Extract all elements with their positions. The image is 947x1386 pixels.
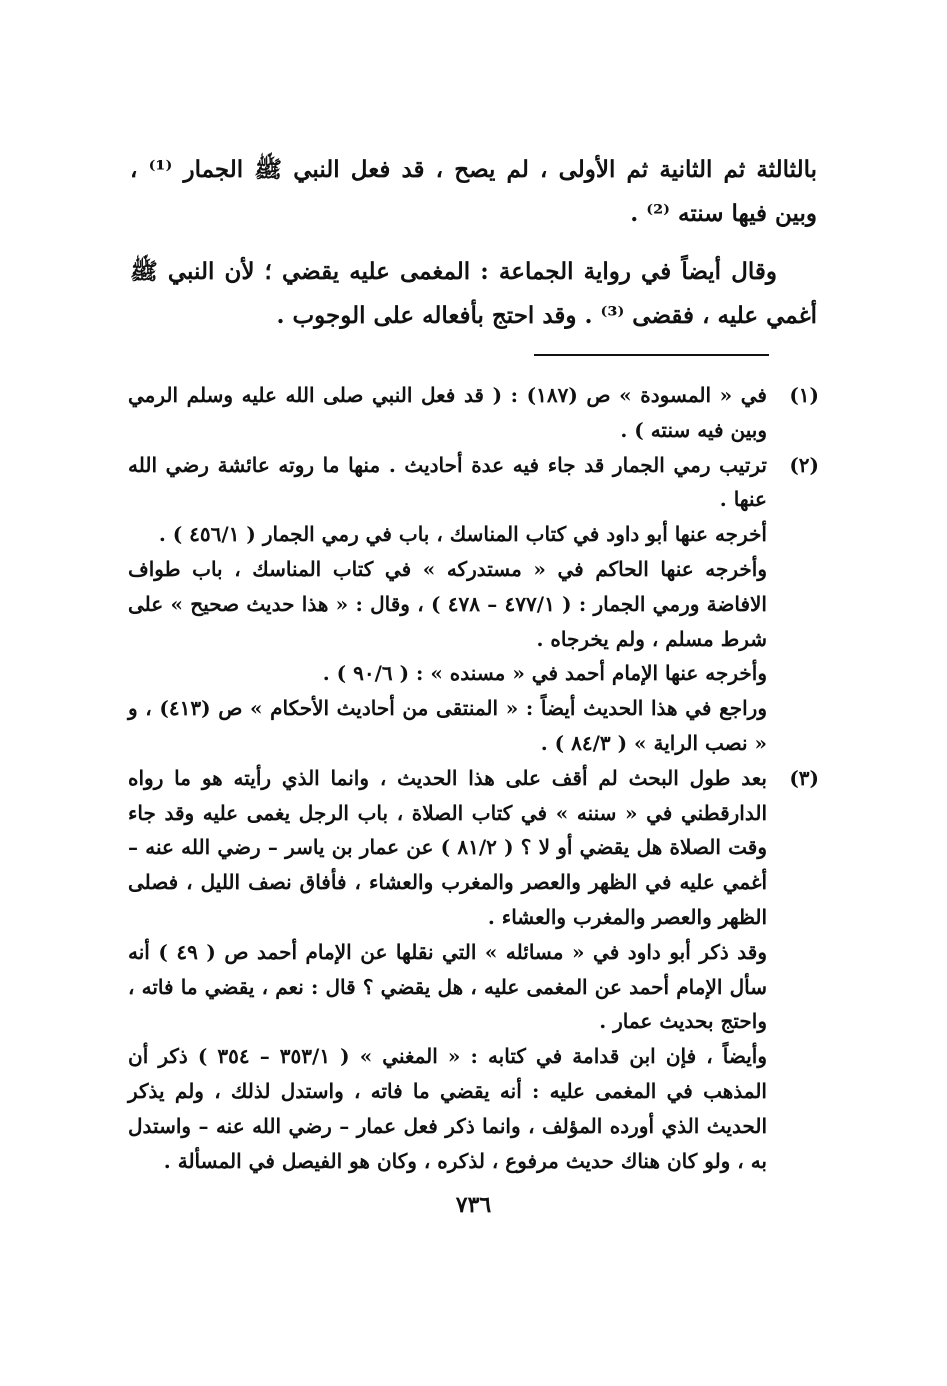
page-number: ٧٣٦ xyxy=(455,1192,492,1218)
footnote-line: وأخرجه عنها الإمام أحمد في « مسنده » : ( ٩٠/٦ ) . xyxy=(322,661,767,686)
footnote-3 xyxy=(128,761,819,1179)
main-text xyxy=(130,148,817,352)
footnote-line: بعد طول البحث لم أقف على هذا الحديث ، وانما الذي رأيته هو ما رواه الدارقطني في « سننه » في كتاب الصلاة ، باب الرجل يغمى عليه وقد جاء وقت الصلاة هل يقضي أو لا ؟ ( ٨١/٢ ) عن عمار بن ياسر – رضي الله عنه – أغمي عليه في الظهر والعصر والمغرب والعشاء ، فأفاق نصف الليل ، فصلى الظهر والعصر والمغرب والعشاء . xyxy=(128,765,767,929)
paragraph-1: بالثالثة ثم الثانية ثم الأولى ، لم يصح ، قد فعل النبي ﷺ الجمار ⁽¹⁾ ، وبين فيها سنته ⁽²⁾ . xyxy=(130,156,817,227)
footnote-line: أخرجه عنها أبو داود في كتاب المناسك ، باب في رمي الجمار ( ٤٥٦/١ ) . xyxy=(158,522,767,547)
footnote-line: في « المسودة » ص (١٨٧) : ( قد فعل النبي صلى الله عليه وسلم الرمي وبين فيه سنته ) . xyxy=(128,383,767,442)
footnote-2 xyxy=(128,448,819,761)
footnote-number: (١) xyxy=(789,383,819,407)
footnote-number: (٣) xyxy=(789,765,819,790)
footnote-line: ترتيب رمي الجمار قد جاء فيه عدة أحاديث . منها ما روته عائشة رضي الله عنها . xyxy=(128,452,767,512)
footnote-separator xyxy=(534,354,769,356)
footnote-line: وأخرجه عنها الحاكم في « مستدركه » في كتاب المناسك ، باب طواف الافاضة ورمي الجمار : ( ٤٧٧/١ – ٤٧٨ ) ، وقال : « هذا حديث صحيح » على شرط مسلم ، ولم يخرجاه . xyxy=(128,556,767,651)
footnote-number: (٢) xyxy=(789,452,819,477)
paragraph-2: وقال أيضاً في رواية الجماعة : المغمى عليه يقضي ؛ لأن النبي ﷺ أغمي عليه ، فقضى ⁽³⁾ . وقد احتج بأفعاله على الوجوب . xyxy=(130,258,817,329)
footnote-line: وأيضاً ، فإن ابن قدامة في كتابه : « المغني » ( ٣٥٣/١ – ٣٥٤ ) ذكر أن المذهب في المغمى عليه : أنه يقضي ما فاته ، واستدل لذلك ، ولم يذكر الحديث الذي أورده المؤلف ، وانما ذكر فعل عمار – رضي الله عنه – واستدل به ، ولو كان هناك حديث مرفوع ، لذكره ، وكان هو الفيصل في المسألة . xyxy=(128,1044,767,1173)
footnote-line: وقد ذكر أبو داود في « مسائله » التي نقلها عن الإمام أحمد ص ( ٤٩ ) أنه سأل الإمام أحمد عن المغمى عليه ، هل يقضي ؟ قال : نعم ، يقضي ما فاته ، واحتج بحديث عمار . xyxy=(128,939,767,1034)
footnote-line: وراجع في هذا الحديث أيضاً : « المنتقى من أحاديث الأحكام » ص (٤١٣) ، و « نصب الراية » ( ٨٤/٣ ) . xyxy=(128,696,767,755)
footnotes xyxy=(128,378,819,1178)
footnote-1 xyxy=(128,378,819,448)
